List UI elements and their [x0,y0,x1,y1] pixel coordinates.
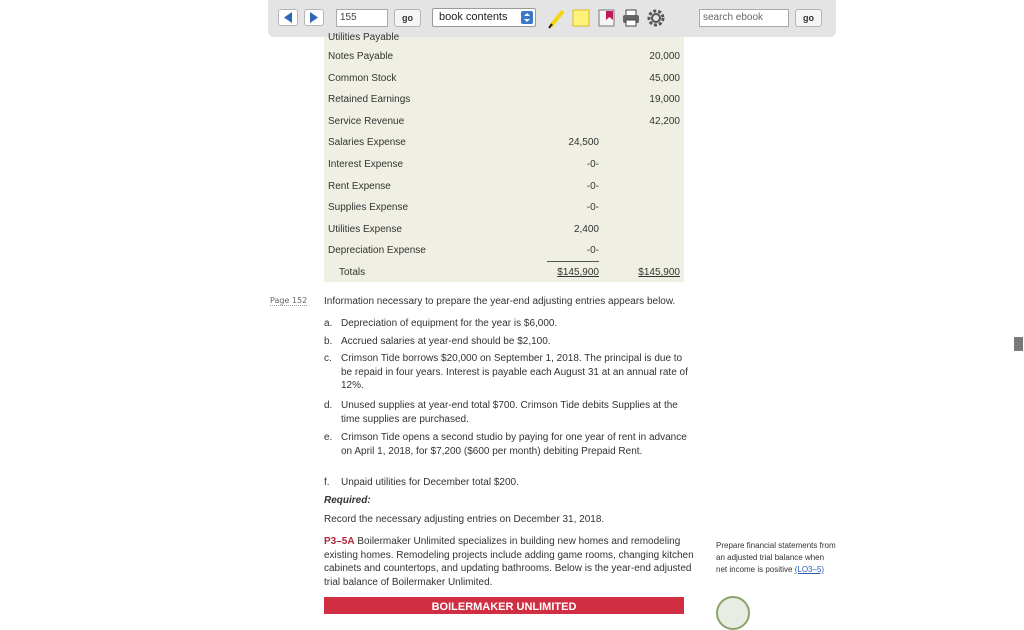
item-letter: e. [324,432,333,443]
previous-page-button[interactable] [278,9,298,26]
item-letter: b. [324,336,333,347]
required-text: Record the necessary adjusting entries on December 31, 2018. [324,514,605,525]
page-marker: Page 152 [270,296,308,305]
tb-account: Common Stock [328,72,397,84]
adjustment-item [324,476,696,490]
adjustment-item [324,335,696,349]
scrollbar-thumb[interactable] [1014,337,1023,351]
tb-account: Supplies Expense [328,202,409,214]
tb-account: Notes Payable [328,51,394,62]
resource-icon[interactable] [716,596,750,630]
item-text: Unpaid utilities for December total $200. [341,477,519,488]
adjustment-item [324,317,696,331]
tb-debit: -0- [586,159,599,170]
tb-debit: 2,400 [573,223,599,235]
tb-row [324,218,684,239]
tb-credit: 20,000 [649,51,680,62]
cut-off-account: Utilities Payable [328,32,400,43]
item-text: Accrued salaries at year-end should be $2,100. [341,336,551,347]
tb-debit: 24,500 [568,137,599,149]
item-letter: f. [324,477,330,488]
total-credit: $145,900 [638,267,680,278]
tb-row [324,239,684,260]
tb-account: Utilities Expense [328,223,402,235]
problem-text: Boilermaker Unlimited specializes in building new homes and remodeling existing homes. Remodeling projects include adding game rooms, changing kitchen cabinets and countertops, and updating bathrooms. Below is the year-end adjusted trial balance of Boilermaker Unlimited. [324,536,694,588]
tb-credit: 19,000 [649,94,680,106]
next-page-button[interactable] [304,9,324,26]
tb-row [324,67,684,88]
item-letter: d. [324,400,333,411]
tb-row [324,131,684,152]
intro-text: Information necessary to prepare the year-end adjusting entries appears below. [324,296,676,307]
tb-account: Salaries Expense [328,137,406,149]
page-number-input[interactable]: 155 [336,9,388,27]
item-text: Depreciation of equipment for the year is $6,000. [341,318,558,329]
tb-credit: 42,200 [649,115,680,127]
tb-credit: 45,000 [649,72,680,84]
tb-debit: -0- [586,245,599,257]
problem-number: P3–5A [324,536,355,547]
item-text: Crimson Tide opens a second studio by paying for one year of rent in advance on April 1, 2018, for $7,200 ($600 per month) debiting Prepaid Rent. [341,432,687,457]
trial-balance-table [324,32,684,282]
sticky-note-icon[interactable] [570,7,592,29]
item-text: Unused supplies at year-end total $700. Crimson Tide debits Supplies at the time supplies are purchased. [341,400,678,425]
tb-account: Retained Earnings [328,94,411,106]
tb-debit: -0- [586,180,599,192]
settings-gear-icon[interactable] [645,7,667,29]
tb-row [324,175,684,196]
tb-row [324,153,684,174]
boilermaker-banner: BOILERMAKER UNLIMITED [324,597,684,614]
adjustment-item [324,431,696,458]
search-ebook-input[interactable]: search ebook [699,9,789,27]
book-contents-label: book contents [439,11,508,23]
bookmark-icon[interactable] [596,7,618,29]
print-icon[interactable] [620,7,642,29]
learning-objective-link[interactable]: (LO3–5) [794,565,825,574]
item-letter: a. [324,318,333,329]
search-go-button[interactable]: go [795,9,822,27]
problem-paragraph [324,535,694,589]
tb-account: Depreciation Expense [328,245,426,257]
adjustment-item [324,399,696,426]
highlighter-icon[interactable] [546,7,568,29]
arrow-left-icon [283,12,293,23]
side-note-text: Prepare financial statements from an adjusted trial balance when net income is positive [716,541,836,574]
totals-label: Totals [339,267,366,278]
item-letter: c. [324,353,332,364]
tb-row [324,45,684,66]
tb-row [324,88,684,109]
adjustment-item [324,352,696,393]
tb-row [324,196,684,217]
item-text: Crimson Tide borrows $20,000 on September 1, 2018. The principal is due to be repaid in four years. Interest is payable each August 31 at an annual rate of 12%. [341,353,688,391]
tb-account: Interest Expense [328,159,404,170]
debit-underline [547,261,599,262]
page-go-button[interactable]: go [394,9,421,27]
total-debit: $145,900 [557,267,599,278]
tb-account: Rent Expense [328,180,391,192]
select-arrows-icon [521,11,533,24]
tb-account: Service Revenue [328,115,405,127]
book-contents-select[interactable] [432,8,536,27]
tb-debit: -0- [586,202,599,214]
arrow-right-icon [309,12,319,23]
side-note [716,540,836,576]
tb-row [324,110,684,131]
required-heading: Required: [324,495,371,506]
totals-row [324,261,684,282]
